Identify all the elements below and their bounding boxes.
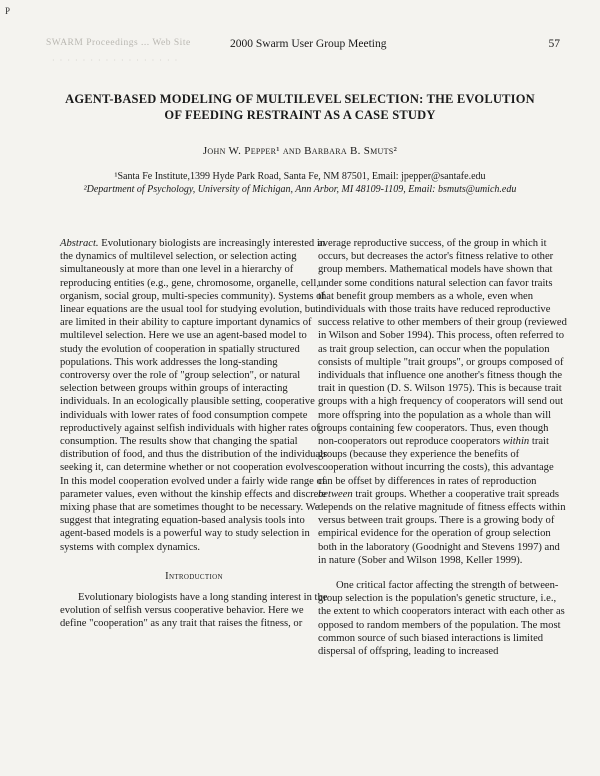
right-p1-part-c: trait groups. Whether a cooperative trait spreads depends on the relative magnitude of fitness effects within versus between trait groups. There is a growing body of empirical evidence for the operation of group selection both in the laboratory (Goodnight and Stevens 1997) and in nature (Sober and Wilson 1998, Keller 1999). — [318, 488, 566, 566]
running-header — [40, 38, 560, 54]
right-paragraph-2: One critical factor affecting the strength of between-group selection is the population's genetic structure, i.e., the extent to which cooperators interact with each other as opposed to random members of the population. The most common source of such biased interactions is limited dispersal of offspring, leading to increased — [318, 580, 565, 658]
right-p1-part-a: average reproductive success, of the group in which it occurs, but decreases the actor's fitness relative to other group members. Mathematical models have shown that under some conditions natural selection can favor traits that benefit group members as a whole, even when individuals with those traits have reduced reproductive success relative to other members of their group (reviewed in Wilson and Sober 1994). This process, often referred to as trait group selection, can occur when the population consists of multiple "trait groups", or groups composed of individuals that influence one another's fitness though the trait in question (D. S. Wilson 1975). This is because trait groups with a high frequency of cooperators will send out more offspring into the population as a whole than will groups containing few cooperators. Thus, even though non-cooperators out reproduce cooperators — [318, 238, 567, 448]
page-number: 57 — [548, 38, 560, 50]
corner-mark: P — [5, 6, 11, 16]
right-p1-emphasis-between: between — [318, 488, 353, 500]
header-ghost-text: SWARM Proceedings ... Web Site — [46, 38, 191, 48]
affiliation-2: ²Department of Psychology, University of Michigan, Ann Arbor, MI 48109-1109, Email: bsmuts@umich.edu — [83, 184, 517, 195]
right-p1-emphasis-within: within — [502, 436, 530, 448]
conference-name: 2000 Swarm User Group Meeting — [230, 38, 387, 50]
affiliations — [70, 170, 530, 196]
left-column — [60, 237, 328, 631]
abstract-label: Abstract. — [60, 238, 99, 249]
abstract — [60, 237, 328, 554]
right-column — [318, 237, 568, 658]
affiliation-1: ¹Santa Fe Institute,1399 Hyde Park Road, Santa Fe, NM 87501, Email: jpepper@santafe.edu — [114, 171, 486, 182]
introduction-text: Evolutionary biologists have a long standing interest in the evolution of selfish versus cooperative behavior. Here we define "cooperation" as any trait that raises the fitness, or — [60, 592, 328, 630]
authors: John W. Pepper¹ and Barbara B. Smuts² — [202, 145, 398, 157]
header-ghost-line: · · · · · · · · · · · · · · · · · — [52, 56, 179, 65]
right-p1-part-b: trait groups (because they experience the benefits of cooperation without incurring the costs), this advantage can be offset by differences in rates of reproduction — [318, 436, 554, 487]
abstract-text: Evolutionary biologists are increasingly interested in the dynamics of multilevel selection, or selection acting simultaneously at more than one level in a hierarchy of reproducing entities (e.g., gene, chromosome, organelle, cell, organism, social group, multi-species community). Systems of linear equations are the usual tool for studying evolution, but are limited in their ability to capture important dynamics of multilevel selection. Here we use an agent-based model to study the evolution of cooperation in spatially structured populations. This work addresses the long-standing controversy over the role of "group selection", or natural selection between groups within groups of interacting individuals. In an ecologically plausible setting, cooperative individuals with lower rates of food consumption compete reproductively against selfish individuals with higher rates of consumption. The results show that changing the spatial distribution of food, and thus the distribution of the individuals seeking it, can determine whether or not cooperation evolves. In this model cooperation evolved under a fairly wide range of parameter values, even without the kinship effects and discrete mixing phase that are sometimes thought to be necessary. We suggest that integrating equation-based analysis tools into agent-based models is a powerful way to study selection in systems with complex dynamics. — [60, 238, 328, 553]
introduction-heading: Introduction — [165, 570, 223, 582]
paper-title: AGENT-BASED MODELING OF MULTILEVEL SELECTION: THE EVOLUTION OF FEEDING RESTRAINT AS A CASE STUDY — [65, 92, 535, 122]
right-paragraph-1 — [318, 237, 568, 567]
